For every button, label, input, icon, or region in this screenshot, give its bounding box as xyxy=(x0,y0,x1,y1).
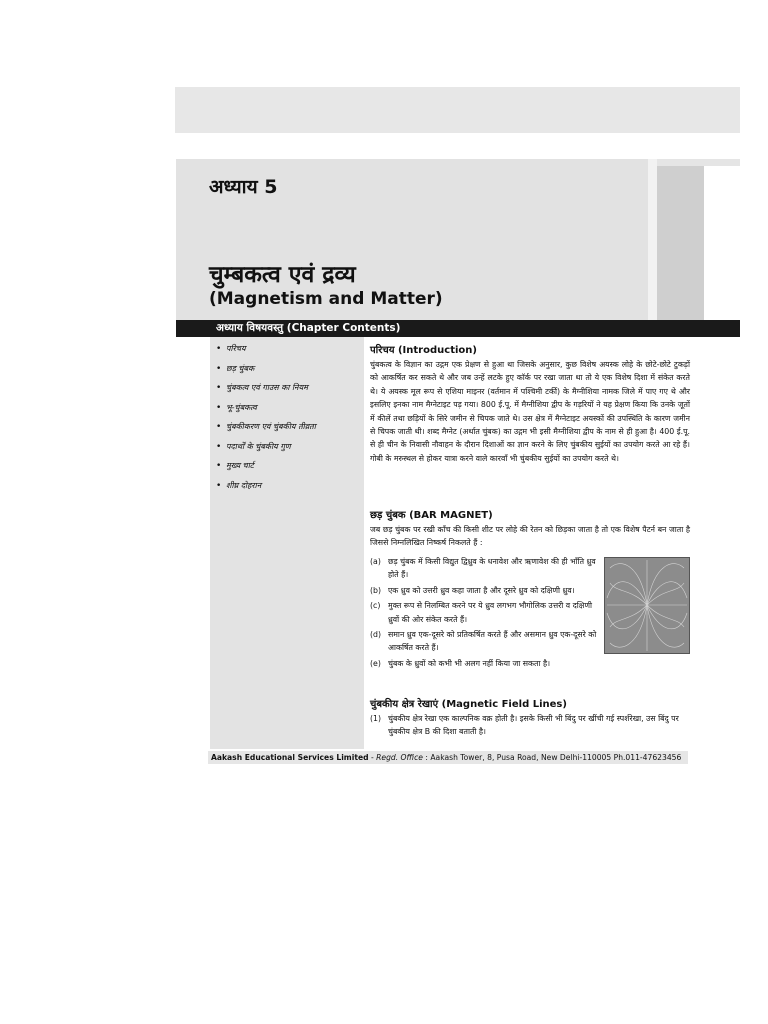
contents-sidebar xyxy=(210,337,364,749)
introduction-section xyxy=(370,342,690,465)
list-item: (b) एक ध्रुव को उत्तरी ध्रुव कहा जाता है और दूसरे ध्रुव को दक्षिणी ध्रुव। xyxy=(370,585,575,595)
list-item: (c) मुक्त रूप से निलम्बित करने पर ये ध्रुव लगभग भौगोलिक उत्तरी व दक्षिणी ध्रुवों की ओर संकेत करते हैं। xyxy=(370,601,592,624)
list-item: (e) चुंबक के ध्रुवों को कभी भी अलग नहीं किया जा सकता है। xyxy=(370,658,551,668)
chapter-title-english: (Magnetism and Matter) xyxy=(209,289,443,309)
document-page xyxy=(176,159,740,762)
contents-item: • चुंबकत्व एवं गाउस का नियम xyxy=(216,383,308,393)
footer-address: : Aakash Tower, 8, Pusa Road, New Delhi-110005 Ph.011-47623456 xyxy=(425,753,682,762)
list-item: (d) समान ध्रुव एक-दूसरे को प्रतिकर्षित करते हैं और असमान ध्रुव एक-दूसरे को आकर्षित करते हैं। xyxy=(370,630,597,653)
chapter-contents-bar: अध्याय विषयवस्तु (Chapter Contents) xyxy=(176,320,740,337)
bar-magnet-points xyxy=(370,555,598,672)
field-lines-section xyxy=(370,696,690,741)
contents-item: • छड़ चुंबक xyxy=(216,363,255,374)
header-side-panel-light xyxy=(648,159,657,320)
footer-regd-label: Regd. Office xyxy=(376,753,423,762)
contents-list xyxy=(216,343,316,499)
field-lines-heading: चुंबकीय क्षेत्र रेखाएं (Magnetic Field Lines) xyxy=(370,699,567,710)
chapter-number: अध्याय 5 xyxy=(209,176,278,198)
contents-item: • परिचय xyxy=(216,344,246,354)
top-gray-band xyxy=(175,87,740,133)
header-side-panel-dark xyxy=(657,159,704,320)
contents-item: • भू-चुंबकत्व xyxy=(216,402,257,413)
list-item: (1) चुंबकीय क्षेत्र रेखा एक काल्पनिक वक्र होती है। इसके किसी भी बिंदु पर खींची गई स्पर्शरेखा, उस बिंदु पर चुंबकीय क्षेत्र B की दिशा बताती है। xyxy=(370,714,679,737)
footer-company: Aakash Educational Services Limited xyxy=(211,753,369,762)
page-footer: Aakash Educational Services Limited - Regd. Office : Aakash Tower, 8, Pusa Road, New Delhi-110005 Ph.011-47623456 xyxy=(208,751,688,764)
contents-item: • चुंबकीकरण एवं चुंबकीय तीव्रता xyxy=(216,422,316,432)
bar-magnet-section xyxy=(370,507,690,550)
list-item: (a) छड़ चुंबक में किसी विद्युत द्विध्रुव के धनावेश और ऋणावेश की ही भाँति ध्रुव होते हैं। xyxy=(370,557,596,580)
contents-item: • मुख्य चार्ट xyxy=(216,461,254,471)
introduction-text: चुंबकत्व के विज्ञान का उद्गम एक प्रेक्षण से हुआ था जिसके अनुसार, कुछ विशेष अयस्क लोहे के छोटे-छोटे टुकड़ों को आकर्षित कर सकते थे और जब उन्हें लटके हुए कॉर्क पर रखा जाता था तो ये एक विशेष दिशा में संकेत करते थे। ये अयस्क मूल रूप से एशिया माइनर (वर्तमान में पश्चिमी टर्की) के मैग्नीशिया नामक जिले में पाए गए थे और इसलिए इनका नाम मैग्नेटाइट पड़ गया। 800 ई.पू. में मैग्नीशिया द्वीप के गड़रियों ने यह प्रेक्षण किया कि उनके जूतों में कीलें तथा छड़ियों के सिरे जमीन से चिपक जाते थे। उस क्षेत्र में मैग्नेटाइट अयस्कों की उपस्थिति के कारण जमीन से चिपक जाती थी। शब्द मैग्नेट (अर्थात चुंबक) का उद्गम भी इसी मैग्नीशिया द्वीप के नाम से ही हुआ है। 400 ई.पू. से ही चीन के निवासी नौवाहन के दौरान दिशाओं का ज्ञान करने के लिए चुंबकीय सुईयों का उपयोग करते आ रहे हैं। गोबी के मरुस्थल से होकर यात्रा करने वाले कारवाँ भी चुंबकीय सुईयों का उपयोग करते थे। xyxy=(370,360,690,463)
chapter-header xyxy=(176,159,648,320)
header-top-strip xyxy=(657,159,740,166)
chapter-title-hindi: चुम्बकत्व एवं द्रव्य xyxy=(209,262,356,288)
contents-item: • पदार्थों के चुंबकीय गुण xyxy=(216,441,291,452)
introduction-heading: परिचय (Introduction) xyxy=(370,345,477,356)
iron-filings-image xyxy=(604,557,690,654)
bar-magnet-heading: छड़ चुंबक (BAR MAGNET) xyxy=(370,510,493,521)
magnetic-field-pattern-icon xyxy=(605,558,689,653)
bar-magnet-text: जब छड़ चुंबक पर रखी काँच की किसी शीट पर लोहे की रेतन को छिड़का जाता है तो एक विशेष पैटर्न बन जाता है जिससे निम्नलिखित निष्कर्ष निकलते हैं : xyxy=(370,525,690,548)
contents-item: • शीघ्र दोहरान xyxy=(216,480,262,491)
